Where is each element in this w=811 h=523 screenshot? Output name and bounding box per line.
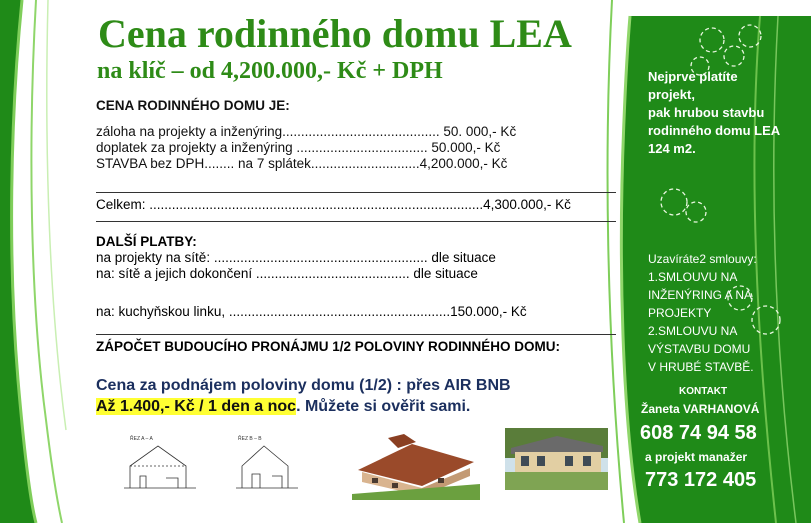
sidebar-intro-line: 124 m2. [648, 141, 696, 156]
sidebar-contracts-line: VÝSTAVBU DOMU [648, 342, 751, 356]
price-content [96, 98, 620, 172]
divider [96, 334, 616, 335]
sidebar-contracts-line: PROJEKTY [648, 306, 712, 320]
contact-label: KONTAKT [679, 386, 728, 397]
section-b-drawing [228, 430, 308, 498]
sidebar-intro-line: Nejprve platíte [648, 69, 738, 84]
rent-line-2-rest: . Můžete si ověřit sami. [296, 398, 471, 415]
other-payments-row: na projekty na sítě: ......................................................... dle situace [96, 250, 496, 265]
other-payments-row: na: sítě a jejich dokončení ......................................... dle situace [96, 266, 478, 281]
divider [96, 192, 616, 193]
sidebar-intro-line: projekt, [648, 87, 695, 102]
sidebar-contracts-line: 1.SMLOUVU NA [648, 270, 738, 284]
sidebar-contracts-line: Uzavíráte2 smlouvy: [648, 252, 757, 266]
price-total: Celkem: .........................................................................................4,300.000,- Kč [96, 197, 571, 212]
section-a-drawing [110, 430, 210, 498]
phone-number-manager[interactable]: 773 172 405 [645, 469, 757, 491]
price-row-deposit: záloha na projekty a inženýring.......................................... 50. 000,- Kč [96, 124, 517, 139]
price-row-construction: STAVBA bez DPH........ na 7 splátek.............................4,200.000,- Kč [96, 156, 508, 171]
price-row-surcharge: doplatek za projekty a inženýring ................................... 50.000,- Kč [96, 140, 501, 155]
sidebar-contracts-line: INŽENÝRING A NA [648, 288, 753, 302]
page-title: Cena rodinného domu LEA [98, 11, 572, 56]
rent-info [96, 375, 511, 417]
left-swoosh-decoration [0, 0, 100, 523]
divider [96, 221, 616, 222]
sidebar-contracts-line: 2.SMLOUVU NA [648, 324, 738, 338]
house-render-image [352, 434, 480, 500]
rent-line-2 [96, 396, 511, 417]
rent-price-highlight: Až 1.400,- Kč / 1 den a noc [96, 398, 297, 415]
sidebar-intro-line: rodinného domu LEA [648, 123, 781, 138]
price-heading: CENA RODINNÉHO DOMU JE: [96, 98, 290, 113]
contact-name: Žaneta VARHANOVÁ [641, 402, 760, 416]
section-a-label: ŘEZ A – A [130, 436, 153, 442]
sidebar-contracts [648, 250, 757, 376]
rent-offset-heading: ZÁPOČET BUDOUCÍHO PRONÁJMU 1/2 POLOVINY RODINNÉHO DOMU: [96, 339, 561, 354]
other-payments-heading: DALŠÍ PLATBY: [96, 234, 197, 249]
sidebar-contracts-line: V HRUBÉ STAVBĚ. [648, 360, 754, 374]
page-subtitle: na klíč – od 4,200.000,- Kč + DPH [97, 58, 443, 84]
sidebar-intro [648, 68, 780, 158]
other-payments [96, 234, 496, 282]
phone-number-primary[interactable]: 608 74 94 58 [640, 422, 757, 444]
sidebar-intro-line: pak hrubou stavbu [648, 105, 765, 120]
section-b-label: ŘEZ B – B [238, 436, 262, 442]
kitchen-row: na: kuchyňskou linku, ...........................................................150.000,- Kč [96, 304, 527, 319]
rent-line-1: Cena za podnájem poloviny domu (1/2) : přes AIR BNB [96, 377, 511, 394]
house-photo-image [505, 428, 608, 490]
manager-label: a projekt manažer [645, 450, 748, 464]
